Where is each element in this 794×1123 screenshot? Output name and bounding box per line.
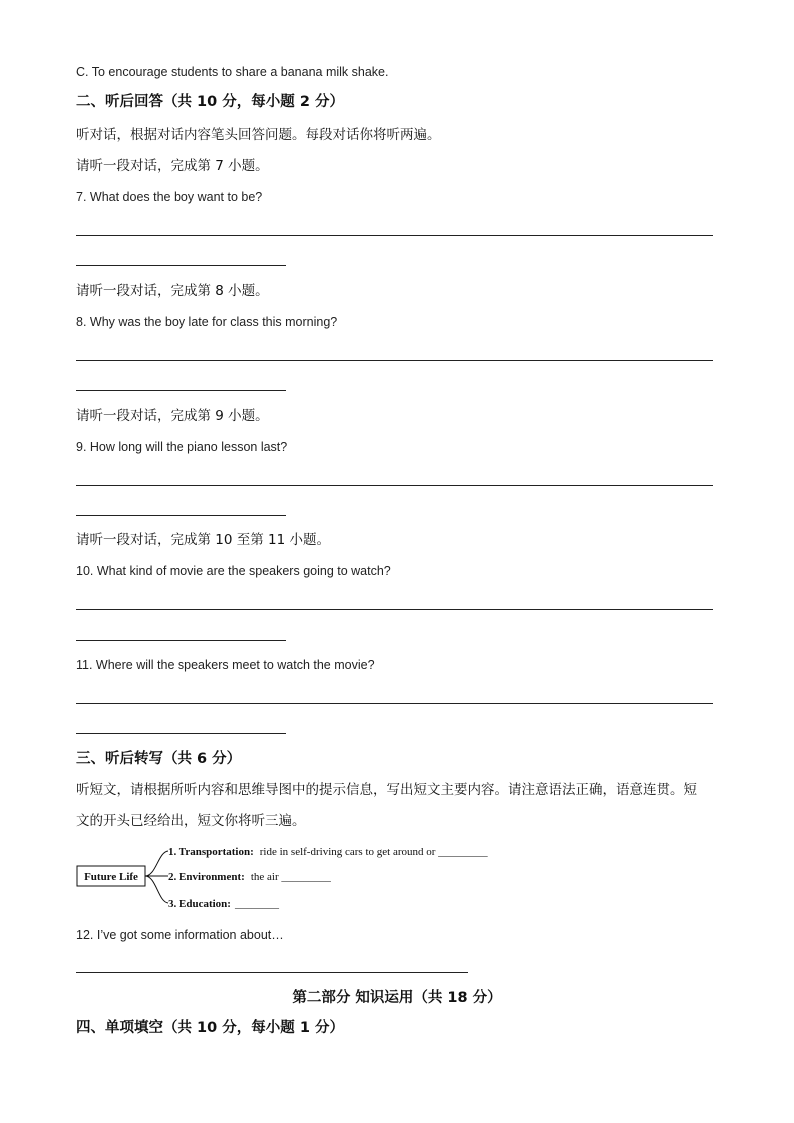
mind-map-connector-1 <box>145 851 168 876</box>
answer-line-q12[interactable] <box>76 972 468 973</box>
prompt-q9: 请听一段对话，完成第 9 小题。 <box>76 408 269 424</box>
question-11: 11. Where will the speakers meet to watch the movie? <box>76 658 375 672</box>
section3-instruction-line2: 文的开头已经给出，短文你将听三遍。 <box>76 813 306 829</box>
section3-instruction-line1: 听短文，请根据所听内容和思维导图中的提示信息，写出短文主要内容。请注意语法正确，语意连贯。短 <box>76 782 697 798</box>
answer-line-q7-b[interactable] <box>76 265 286 266</box>
question-9: 9. How long will the piano lesson last? <box>76 440 288 454</box>
mind-map-branch-2: 2. Environment: the air _________ <box>168 871 331 883</box>
section2-heading: 二、听后回答（共 10 分，每小题 2 分） <box>76 94 344 110</box>
mind-map-branch-3: 3. Education: ________ <box>168 898 279 910</box>
section4-heading: 四、单项填空（共 10 分，每小题 1 分） <box>76 1020 344 1036</box>
question-10: 10. What kind of movie are the speakers going to watch? <box>76 564 391 578</box>
answer-line-q8-a[interactable] <box>76 360 713 361</box>
answer-line-q11-a[interactable] <box>76 703 713 704</box>
answer-line-q9-a[interactable] <box>76 485 713 486</box>
prompt-q7: 请听一段对话，完成第 7 小题。 <box>76 158 269 174</box>
answer-line-q9-b[interactable] <box>76 515 286 516</box>
part2-heading: 第二部分 知识运用（共 18 分） <box>292 990 502 1006</box>
question-12: 12. I’ve got some information about… <box>76 928 284 942</box>
section3-heading: 三、听后转写（共 6 分） <box>76 751 242 767</box>
answer-line-q8-b[interactable] <box>76 390 286 391</box>
mind-map-branch-1: 1. Transportation: ride in self-driving cars to get around or _________ <box>168 846 488 858</box>
prompt-q10-11: 请听一段对话，完成第 10 至第 11 小题。 <box>76 532 331 548</box>
mind-map-connector-3 <box>145 876 168 903</box>
mind-map-root: Future Life <box>84 871 138 883</box>
mind-map <box>76 838 536 918</box>
answer-line-q10-b[interactable] <box>76 640 286 641</box>
prompt-q8: 请听一段对话，完成第 8 小题。 <box>76 283 269 299</box>
option-c: C. To encourage students to share a banana milk shake. <box>76 65 389 79</box>
answer-line-q10-a[interactable] <box>76 609 713 610</box>
question-7: 7. What does the boy want to be? <box>76 190 263 204</box>
question-8: 8. Why was the boy late for class this morning? <box>76 315 338 329</box>
answer-line-q7-a[interactable] <box>76 235 713 236</box>
section2-instruction: 听对话，根据对话内容笔头回答问题。每段对话你将听两遍。 <box>76 127 441 143</box>
answer-line-q11-b[interactable] <box>76 733 286 734</box>
